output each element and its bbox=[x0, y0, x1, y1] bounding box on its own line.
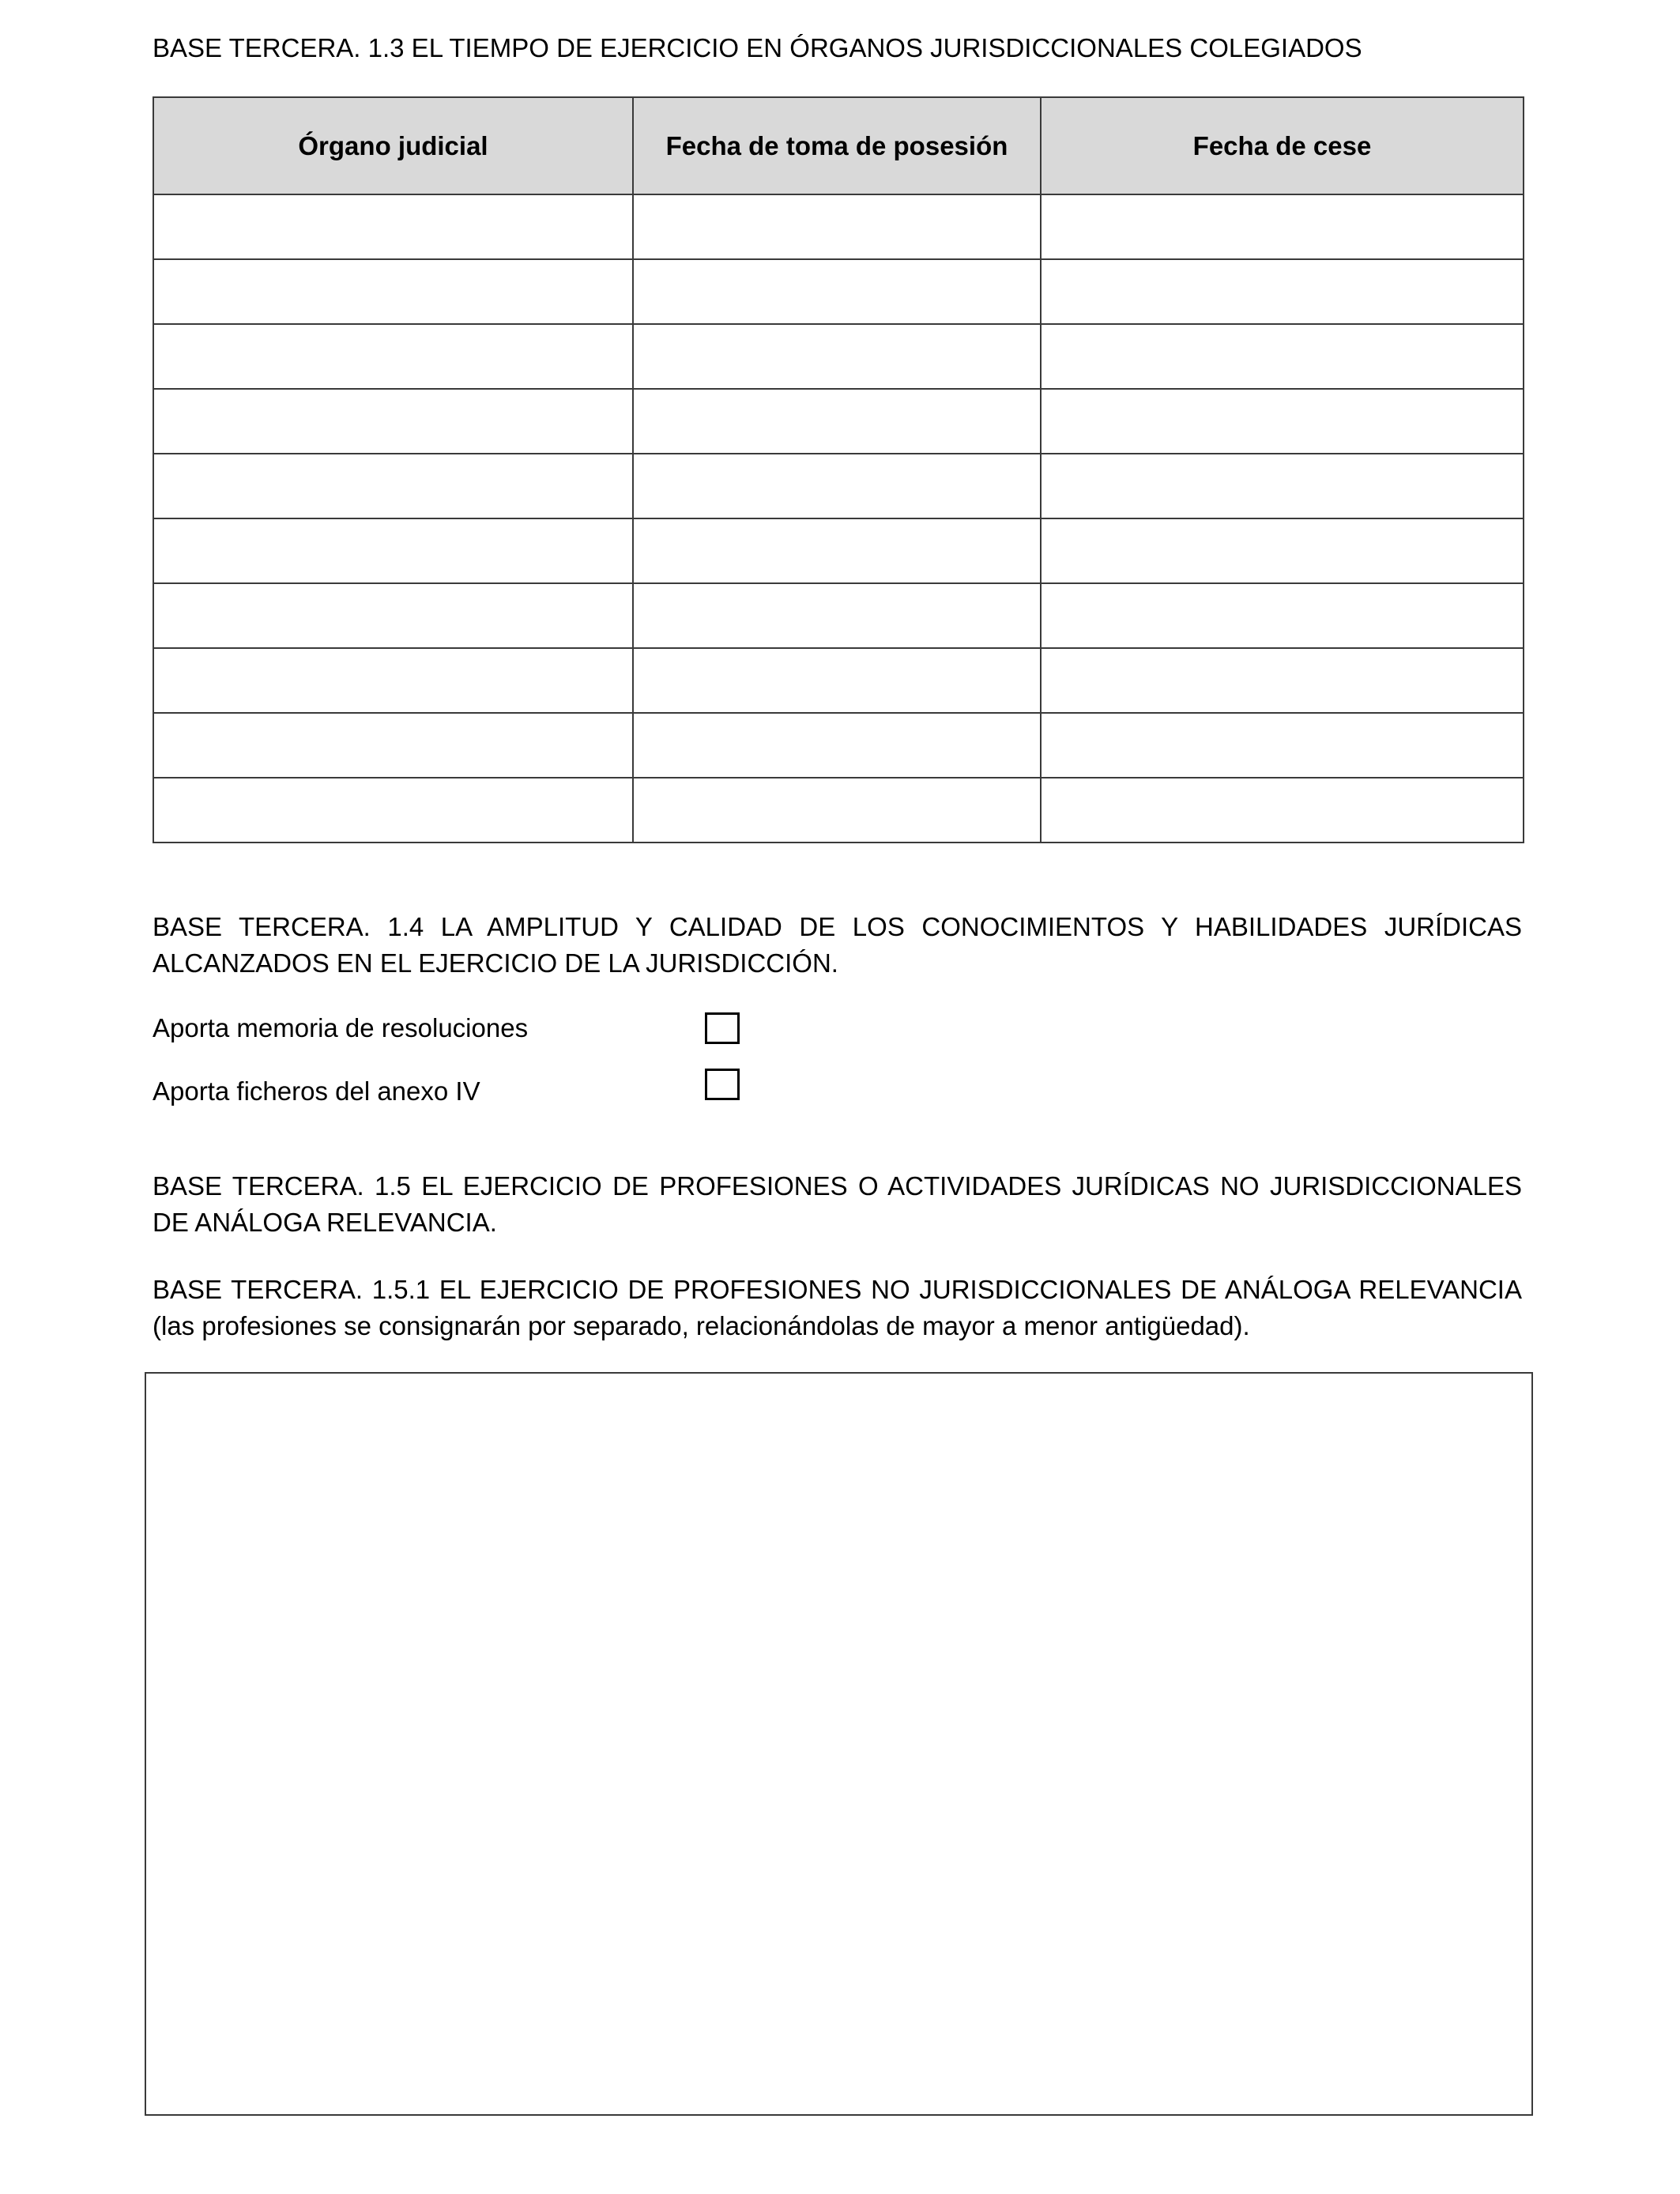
fecha-cese-cell[interactable] bbox=[1041, 778, 1524, 843]
table-row bbox=[153, 518, 1524, 583]
fecha-posesion-cell[interactable] bbox=[633, 778, 1041, 843]
table-header-row bbox=[153, 97, 1524, 194]
organo-cell[interactable] bbox=[153, 648, 633, 713]
organo-cell[interactable] bbox=[153, 324, 633, 389]
fecha-cese-cell[interactable] bbox=[1041, 194, 1524, 259]
organo-cell[interactable] bbox=[153, 259, 633, 324]
checkbox-label-memoria: Aporta memoria de resoluciones bbox=[153, 1013, 529, 1042]
table-row bbox=[153, 454, 1524, 518]
table-row bbox=[153, 194, 1524, 259]
table-row bbox=[153, 389, 1524, 454]
section-1-3-heading: BASE TERCERA. 1.3 EL TIEMPO DE EJERCICIO EN ÓRGANOS JURISDICCIONALES COLEGIADOS bbox=[153, 33, 1362, 62]
column-header-fecha-cese: Fecha de cese bbox=[1041, 97, 1524, 194]
organo-cell[interactable] bbox=[153, 194, 633, 259]
fecha-cese-cell[interactable] bbox=[1041, 454, 1524, 518]
fecha-posesion-cell[interactable] bbox=[633, 713, 1041, 778]
organo-cell[interactable] bbox=[153, 454, 633, 518]
fecha-posesion-cell[interactable] bbox=[633, 518, 1041, 583]
section-1-5-1-heading: BASE TERCERA. 1.5.1 EL EJERCICIO DE PROFESIONES NO JURISDICCIONALES DE ANÁLOGA RELEVANCIA (las profesiones se consignarán por separado, relacionándolas de mayor a menor antigüedad). bbox=[153, 1275, 1522, 1340]
fecha-cese-cell[interactable] bbox=[1041, 518, 1524, 583]
fecha-cese-cell[interactable] bbox=[1041, 713, 1524, 778]
table-row bbox=[153, 583, 1524, 648]
section-1-4-heading: BASE TERCERA. 1.4 LA AMPLITUD Y CALIDAD DE LOS CONOCIMIENTOS Y HABILIDADES JURÍDICAS ALCANZADOS EN EL EJERCICIO DE LA JURISDICCIÓN. bbox=[153, 912, 1522, 978]
fecha-cese-cell[interactable] bbox=[1041, 583, 1524, 648]
organo-cell[interactable] bbox=[153, 518, 633, 583]
fecha-posesion-cell[interactable] bbox=[633, 648, 1041, 713]
organos-colegiados-table bbox=[153, 96, 1524, 843]
fecha-cese-cell[interactable] bbox=[1041, 648, 1524, 713]
fecha-posesion-cell[interactable] bbox=[633, 324, 1041, 389]
fecha-posesion-cell[interactable] bbox=[633, 389, 1041, 454]
organo-cell[interactable] bbox=[153, 713, 633, 778]
organo-cell[interactable] bbox=[153, 778, 633, 843]
ficheros-anexo-checkbox[interactable] bbox=[705, 1069, 740, 1100]
organo-cell[interactable] bbox=[153, 389, 633, 454]
memoria-resoluciones-checkbox[interactable] bbox=[705, 1012, 740, 1044]
table-row bbox=[153, 259, 1524, 324]
column-header-organo: Órgano judicial bbox=[153, 97, 633, 194]
organo-cell[interactable] bbox=[153, 583, 633, 648]
fecha-posesion-cell[interactable] bbox=[633, 259, 1041, 324]
profesiones-answer-box[interactable] bbox=[145, 1372, 1533, 2116]
fecha-posesion-cell[interactable] bbox=[633, 454, 1041, 518]
fecha-posesion-cell[interactable] bbox=[633, 194, 1041, 259]
fecha-cese-cell[interactable] bbox=[1041, 259, 1524, 324]
fecha-cese-cell[interactable] bbox=[1041, 389, 1524, 454]
fecha-cese-cell[interactable] bbox=[1041, 324, 1524, 389]
fecha-posesion-cell[interactable] bbox=[633, 583, 1041, 648]
table-row bbox=[153, 324, 1524, 389]
checkbox-label-ficheros: Aporta ficheros del anexo IV bbox=[153, 1076, 480, 1106]
column-header-fecha-posesion: Fecha de toma de posesión bbox=[633, 97, 1041, 194]
table-row bbox=[153, 713, 1524, 778]
table-row bbox=[153, 648, 1524, 713]
table-row bbox=[153, 778, 1524, 843]
section-1-5-heading: BASE TERCERA. 1.5 EL EJERCICIO DE PROFESIONES O ACTIVIDADES JURÍDICAS NO JURISDICCIONALES DE ANÁLOGA RELEVANCIA. bbox=[153, 1171, 1522, 1237]
